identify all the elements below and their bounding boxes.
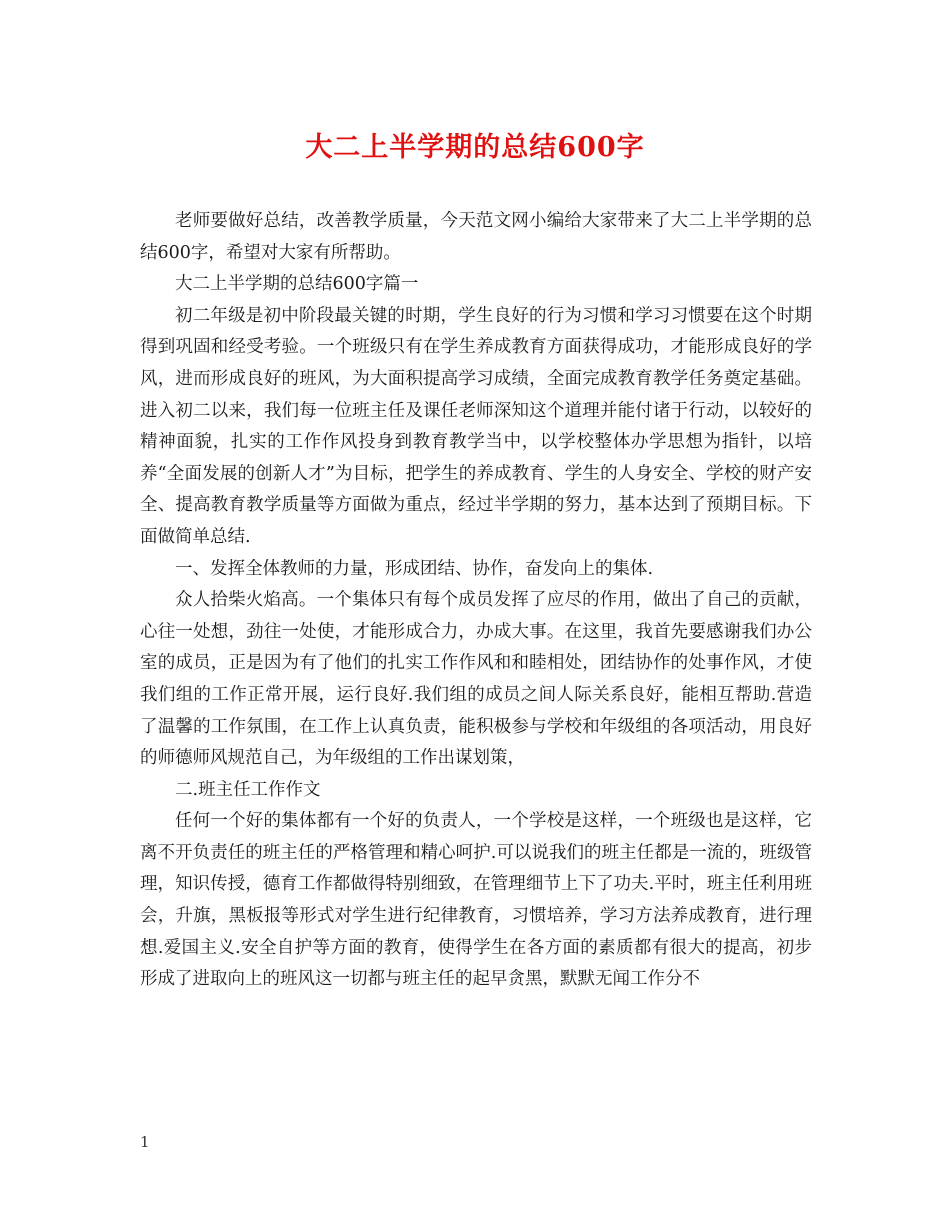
paragraph-heading-one: 一、发挥全体教师的力量，形成团结、协作，奋发向上的集体. bbox=[175, 558, 654, 579]
document-body bbox=[140, 206, 812, 996]
paragraph-teamwork: 众人拾柴火焰高。一个集体只有每个成员发挥了应尽的作用，做出了自己的贡献，心往一处想，劲往一处使，才能形成合力，办成大事。在这里，我首先要感谢我们办公室的成员，正是因为有了他们的扎实工作作风和和睦相处，团结协作的处事作风，才使我们组的工作正常开展，运行良好.我们组的成员之间人际关系良好，能相互帮助.营造了温馨的工作氛围，在工作上认真负责，能积极参与学校和年级组的各项活动，用良好的师德师风规范自己，为年级组的工作出谋划策， bbox=[140, 590, 812, 769]
paragraph-heading-two: 二.班主任工作作文 bbox=[175, 779, 321, 800]
page-number: 1 bbox=[140, 1133, 150, 1151]
paragraph-overview: 初二年级是初中阶段最关键的时期，学生良好的行为习惯和学习习惯要在这个时期得到巩固和经受考验。一个班级只有在学生养成教育方面获得成功，才能形成良好的学风，进而形成良好的班风，为大面积提高学习成绩，全面完成教育教学任务奠定基础。进入初二以来，我们每一位班主任及课任老师深知这个道理并能付诸于行动，以较好的精神面貌，扎实的工作作风投身到教育教学当中，以学校整体办学思想为指针，以培养“全面发展的创新人才”为目标，把学生的养成教育、学生的人身安全、学校的财产安全、提高教育教学质量等方面做为重点，经过半学期的努力，基本达到了预期目标。下面做简单总结. bbox=[140, 305, 812, 547]
paragraph-intro: 老师要做好总结，改善教学质量，今天范文网小编给大家带来了大二上半学期的总结600字，希望对大家有所帮助。 bbox=[140, 211, 812, 263]
paragraph-class-teacher: 任何一个好的集体都有一个好的负责人，一个学校是这样，一个班级也是这样，它离不开负责任的班主任的严格管理和精心呵护.可以说我们的班主任都是一流的，班级管理，知识传授，德育工作都做得特别细致，在管理细节上下了功夫.平时，班主任利用班会，升旗，黑板报等形式对学生进行纪律教育，习惯培养，学习方法养成教育，进行理想.爱国主义.安全自护等方面的教育，使得学生在各方面的素质都有很大的提高，初步形成了进取向上的班风这一切都与班主任的起早贪黑，默默无闻工作分不 bbox=[140, 811, 812, 990]
paragraph-section-heading: 大二上半学期的总结600字篇一 bbox=[175, 274, 419, 295]
document-title: 大二上半学期的总结600字 bbox=[305, 132, 645, 163]
